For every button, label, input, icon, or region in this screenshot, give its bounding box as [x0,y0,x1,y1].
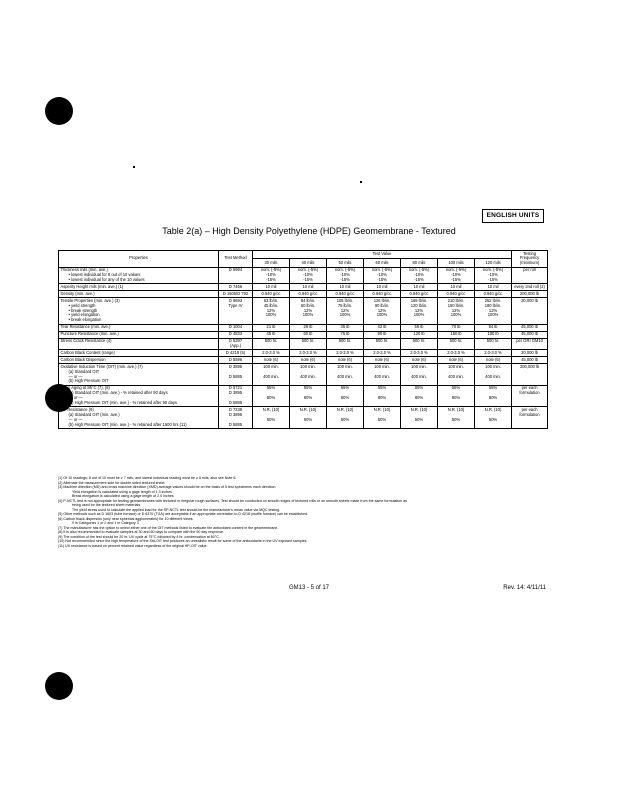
test-value-cell: 45 lb [253,331,290,338]
table-title: Table 2(a) – High Density Polyethylene (HDPE) Geomembrane - Textured [162,226,456,236]
note-line: (11) UV resistance is based on percent retained value regardless of the original HP-OIT value. [58,543,208,548]
scan-speck [360,181,362,183]
test-value-cell: note (6) [327,357,364,364]
test-method-cell: D 7238 D 3895 D 5885 [219,407,253,429]
test-value-cell: 100 min. 400 min. [438,364,475,386]
table-row [59,350,548,357]
test-value-cell: 100 min. 400 min. [364,364,401,386]
property-subitem: — or — [68,416,83,422]
table-row [59,298,548,325]
header-thickness: 30 mils [253,259,290,267]
property-subitem: (a) Standard OIT [68,368,100,374]
test-value-cell: 100 min. 400 min. [290,364,327,386]
property-cell [59,364,219,386]
note-line: 9 in Categories 1 or 2 and 1 in Category 3 [72,521,139,525]
property-name: Tear Resistance (min. ave.) [60,324,111,330]
table-row [59,331,548,338]
test-method-cell: D 7466 [219,284,253,291]
test-value-cell: 0.940 g/cc [290,291,327,298]
test-value-cell: N.R. (10) 50% [327,407,364,429]
spec-table-header [59,251,548,268]
property-cell [59,357,219,364]
property-subitem: • break elongation [61,318,217,323]
table-row [59,364,548,386]
note-line: Yield elongation is calculated using a gage length of 1.3 inches [72,489,172,494]
test-value-cell: nom. (-5%) -10% -15% [327,267,364,284]
header-test-value: Test Value [253,251,512,259]
property-name: Asperity Height mils (min. ave.) (1) [60,283,124,289]
test-value-cell: note (6) [401,357,438,364]
property-name: Carbon Black Dispersion [60,356,106,362]
table-row [59,407,548,429]
test-value-cell: note (6) [438,357,475,364]
test-value-cell: 500 hr. [438,338,475,350]
test-value-cell: 100 min. 400 min. [253,364,290,386]
property-name: Puncture Resistance (min. ave.) [60,331,119,337]
property-cell [59,385,219,407]
spec-table-body [59,267,548,428]
property-cell [59,324,219,331]
property-cell [59,338,219,350]
test-value-cell: 500 hr. [290,338,327,350]
test-value-cell: N.R. (10) 50% [438,407,475,429]
note-line: (10) Not recommended since the high temperature of the Std-OIT test produces an unrealistic result for some of the antioxidants in the UV exposed samples. [58,539,308,543]
footer-revision: Rev. 14: 4/11/11 [503,585,546,591]
test-value-cell: 2.0-3.0 % [475,350,512,357]
test-value-cell: 210 lb/in. 150 lb/in. 12% 100% [438,298,475,325]
test-value-cell: 56 lb [401,324,438,331]
note-line: (6) Carbon black dispersion (only near spherical agglomerates) for 10 different views: [58,516,194,521]
property-cell [59,407,219,429]
testing-frequency-cell: 20,000 lb [512,298,548,325]
property-name: Carbon Black Content (range) [60,349,115,355]
test-value-cell: 60 lb [290,331,327,338]
test-value-cell: 0.940 g/cc [327,291,364,298]
test-value-cell: 10 mil [364,284,401,291]
test-value-cell: 500 hr. [475,338,512,350]
test-value-cell: nom. (-5%) -10% -15% [290,267,327,284]
table-notes [58,476,547,548]
test-value-cell: 100 min. 400 min. [475,364,512,386]
test-value-cell: 84 lb/in. 60 lb/in. 12% 100% [290,298,327,325]
scan-speck [133,166,135,168]
property-subitem: • break strength [61,309,217,314]
test-value-cell: 120 lb [401,331,438,338]
test-value-cell: nom. (-5%) -10% -15% [364,267,401,284]
property-name: Oxidative Induction Time (OIT) (min. ave.) (7) [60,363,143,369]
test-method-cell: D 1505/D 792 [219,291,253,298]
test-value-cell: N.R. (10) 50% [364,407,401,429]
header-thickness: 120 mils [475,259,512,267]
test-value-cell: nom. (-5%) -10% -15% [438,267,475,284]
table-row [59,284,548,291]
test-method-cell: D 6693 Type IV [219,298,253,325]
table-row [59,357,548,364]
testing-frequency-cell: per GRI GM10 [512,338,548,350]
header-test-method: Test Method [219,251,253,268]
test-method-cell: D 5596 [219,357,253,364]
test-value-cell: 55% 80% [401,385,438,407]
property-cell [59,267,219,284]
test-value-cell: 10 mil [401,284,438,291]
table-row [59,324,548,331]
test-value-cell: 90 lb [364,331,401,338]
test-value-cell: 70 lb [438,324,475,331]
testing-frequency-cell: per each formulation [512,385,548,407]
test-value-cell: 2.0-3.0 % [401,350,438,357]
property-name: Thickness mils (min. ave.) [60,267,108,273]
header-thickness: 60 mils [364,259,401,267]
test-value-cell: N.R. (10) 50% [290,407,327,429]
property-cell [59,291,219,298]
test-value-cell: 75 lb [327,331,364,338]
property-subitem: • yield strength [61,304,217,309]
property-name: Density (min. ave.) [60,290,95,296]
test-value-cell: 55% 80% [290,385,327,407]
property-name: Tensile Properties (min. ave.) (3) [60,297,120,303]
note-line: (1) Of 10 readings; 8 out of 10 must be ≥ 7 mils, and lowest individual reading must be ≥ 5 mils; also see Note 6. [58,476,237,480]
testing-frequency-cell: every 2nd roll (2) [512,284,548,291]
test-method-cell: D 5397 (App.) [219,338,253,350]
binder-hole-top [45,97,73,125]
test-value-cell: 0.940 g/cc [253,291,290,298]
header-properties: Properties [59,251,219,268]
test-value-cell: note (6) [253,357,290,364]
testing-frequency-cell: 45,000 lb [512,357,548,364]
test-value-cell: 252 lb/in. 180 lb/in. 12% 100% [475,298,512,325]
testing-frequency-cell: per each formulation [512,407,548,429]
test-value-cell: note (6) [290,357,327,364]
test-value-cell: 42 lb [364,324,401,331]
test-value-cell: 10 mil [327,284,364,291]
test-value-cell: 126 lb/in. 90 lb/in. 12% 100% [364,298,401,325]
test-value-cell: 0.940 g/cc [475,291,512,298]
test-value-cell: 180 lb [475,331,512,338]
test-value-cell: note (6) [475,357,512,364]
property-subitem: — or — [68,395,83,401]
test-value-cell: 500 hr. [327,338,364,350]
test-value-cell: 500 hr. [401,338,438,350]
property-subitem: (b) High Pressure OIT (min. ave.) - % retained after 90 days [68,400,177,406]
table-row [59,385,548,407]
test-method-cell: D 4218 (5) [219,350,253,357]
binder-hole-bottom [45,672,73,700]
header-thickness: 40 mils [290,259,327,267]
property-subitem: (b) High Pressure OIT [68,378,109,384]
test-value-cell: 55% 80% [253,385,290,407]
property-cell [59,284,219,291]
test-value-cell: 10 mil [290,284,327,291]
test-value-cell: 2.0-3.0 % [253,350,290,357]
test-value-cell: 84 lb [475,324,512,331]
header-testing-frequency: Testing Frequency (minimum) [512,251,548,268]
test-value-cell: 500 hr. [253,338,290,350]
note-line: (3) Machine direction (MD) and cross machine direction (XMD) average values should be on the basis of 5 test specimens each direction. [58,485,277,489]
test-value-cell: 2.0-3.0 % [364,350,401,357]
note-line: (9) The condition of the test should be 20 hr. UV cycle at 75°C followed by 4 hr. condensation at 60°C. [58,534,220,539]
test-value-cell: 55% 80% [438,385,475,407]
test-value-cell: 100 min. 400 min. [401,364,438,386]
test-value-cell: N.R. (10) 50% [401,407,438,429]
test-value-cell: 2.0-3.0 % [290,350,327,357]
test-value-cell: 21 lb [253,324,290,331]
test-value-cell: 0.940 g/cc [438,291,475,298]
note-line: being used for the textured sheet materials. [72,503,142,507]
note-line: (8) It is also recommended to evaluate samples at 30 and 60 days to compare with the 90 day response. [58,530,225,534]
testing-frequency-cell: per roll [512,267,548,284]
testing-frequency-cell: 200,000 lb [512,291,548,298]
property-subitem: (a) Standard OIT (min. ave.) - % retained after 90 days [68,390,168,396]
test-method-cell: D 1004 [219,324,253,331]
header-thickness: 80 mils [401,259,438,267]
test-value-cell: 10 mil [253,284,290,291]
table-row [59,291,548,298]
property-subitem: • yield elongation [61,313,217,318]
property-subitem: (a) Standard OIT (min. ave.) [68,411,120,417]
property-name: Stress Crack Resistance (4) [60,338,112,344]
property-name: UV Resistance (9) [60,406,94,412]
test-value-cell: nom. (-5%) -10% -15% [401,267,438,284]
testing-frequency-cell: 45,000 lb [512,331,548,338]
test-value-cell: 63 lb/in. 45 lb/in. 12% 100% [253,298,290,325]
header-thickness: 50 mils [327,259,364,267]
table-row [59,338,548,350]
test-value-cell: N.R. (10) 50% [475,407,512,429]
property-cell [59,331,219,338]
note-line: (5) Other methods such as D 1603 (tube furnace) or D 6370 (TGA) are acceptable if an appropriate correlation to D 4218 (muffle furnace) can be established. [58,512,309,516]
test-value-cell: 35 lb [327,324,364,331]
test-value-cell: 55% 80% [327,385,364,407]
property-name: Oven Aging at 85°C (7), (8) [60,385,110,391]
note-line: (7) The manufacturer has the option to select either one of the OIT methods listed to evaluate the antioxidant content in the geomembrane. [58,525,279,530]
spec-table [58,250,548,429]
property-subitem: (b) High Pressure OIT (min. ave.) - % retained after 1600 hrs (11) [68,421,187,427]
note-line: (2) Alternate the measurement side for double sided textured sheet [58,480,165,485]
test-value-cell: nom. (-5%) -10% -15% [475,267,512,284]
note-line: The yield stress used to calculate the applied load for the SP-NCTL test should be the manufacturer's mean value via MQC testing. [72,507,281,512]
test-method-cell: D 4833 [219,331,253,338]
test-value-cell: 168 lb/in. 120 lb/in. 12% 100% [401,298,438,325]
test-method-cell: D 3895 D 5885 [219,364,253,386]
test-value-cell: 0.940 g/cc [364,291,401,298]
property-cell [59,298,219,325]
footer-document-code: GM13 - 5 of 17 [288,585,330,591]
testing-frequency-cell: 200,000 lb [512,364,548,386]
test-value-cell: note (6) [364,357,401,364]
header-thickness: 100 mils [438,259,475,267]
test-value-cell: 2.0-3.0 % [327,350,364,357]
table-row [59,267,548,284]
test-value-cell: 500 hr. [364,338,401,350]
property-subitem: • lowest individual for 8 out of 10 values [61,273,217,278]
testing-frequency-cell: 45,000 lb [512,324,548,331]
test-value-cell: 55% 80% [364,385,401,407]
test-value-cell: 55% 80% [475,385,512,407]
property-subitem: • lowest individual for any of the 10 values [61,278,217,283]
test-method-cell: D 5994 [219,267,253,284]
test-value-cell: N.R. (10) 50% [253,407,290,429]
note-line: Break elongation is calculated using a gage length of 2.0 inches [72,494,174,498]
testing-frequency-cell: 20,000 lb [512,350,548,357]
test-value-cell: 10 mil [438,284,475,291]
test-value-cell: nom. (-5%) -10% -15% [253,267,290,284]
test-value-cell: 10 mil [475,284,512,291]
property-cell [59,350,219,357]
test-method-cell: D 5721 D 3895 D 5885 [219,385,253,407]
units-badge: ENGLISH UNITS [482,209,544,223]
test-value-cell: 0.940 g/cc [401,291,438,298]
test-value-cell: 2.0-3.0 % [438,350,475,357]
test-value-cell: 100 min. 400 min. [327,364,364,386]
test-value-cell: 150 lb [438,331,475,338]
note-line: (4) P-NCTL test is not appropriate for testing geomembranes with textured or irregular rough surfaces. Test should be conducted on smooth edges of textured rolls or on smooth sheets made from the same formulation as [58,498,407,503]
property-subitem: — or — [68,373,83,379]
test-value-cell: 105 lb/in. 75 lb/in. 12% 100% [327,298,364,325]
test-value-cell: 28 lb [290,324,327,331]
